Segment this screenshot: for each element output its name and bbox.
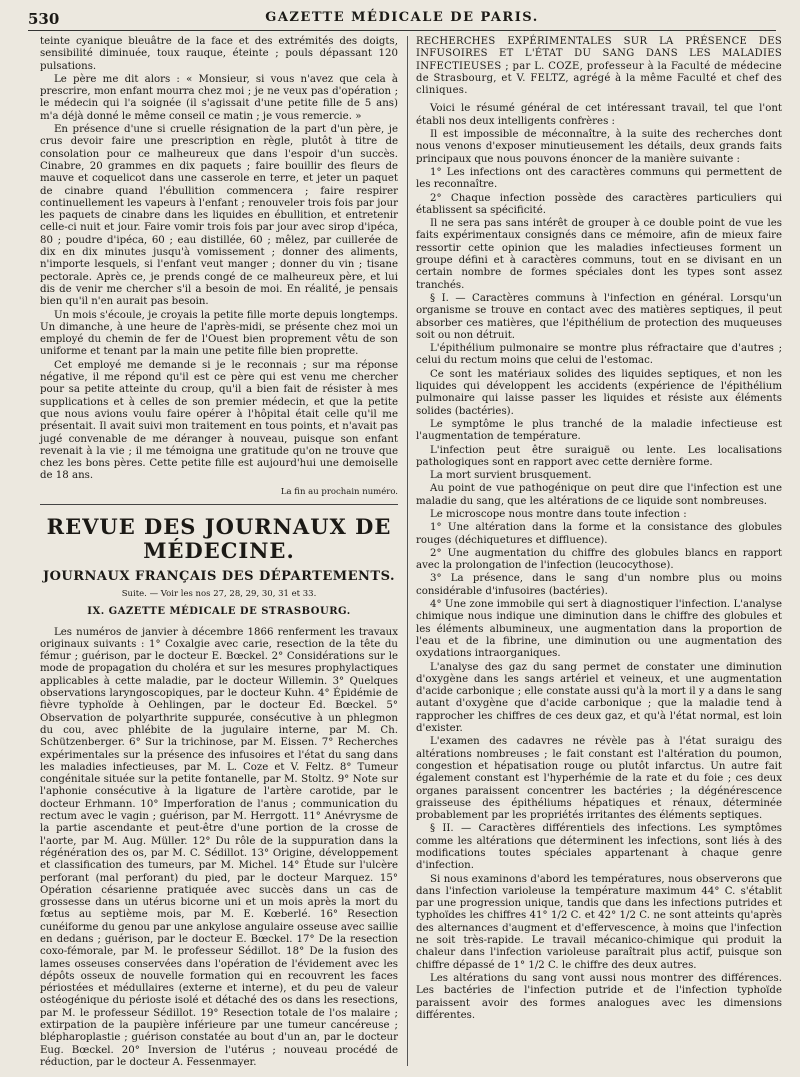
- paragraph: Les numéros de janvier à décembre 1866 renferment les travaux originaux suivants : 1° Coxalgie avec carie, resection de la tête du fémur ; guérison, par le docteur E. Bœckel. 2° Considérations sur le mode de propagation du choléra et sur les mesures prophylactiques applicables à cette maladie, par le docteur Willemin. 3° Quelques observations laryngoscopiques, par le docteur Kuhn. 4° Épidémie de fièvre typhoïde à Oehlingen, par le docteur Ed. Bœckel. 5° Observation de polyarthrite suppurée, consécutive à un phlegmon du cou, avec phlébite de la jugulaire interne, par M. Ch. Schützenberger. 6° Sur la trichinose, par M. Eissen. 7° Recherches expérimentales sur la présence des infusoires et l'état du sang dans les maladies infectieuses, par M. L. Coze et V. Feltz. 8° Tumeur congénitale située sur la petite fontanelle, par M. Stoltz. 9° Note sur l'aphonie consécutive à la ligature de l'artère carotide, par le docteur Erhmann. 10° Imperforation de l'anus ; communication du rectum avec le vagin ; guérison, par M. Herrgott. 11° Anévrysme de la partie ascendante et peut-être d'une portion de la crosse de l'aorte, par M. Aug. Müller. 12° Du rôle de la suppuration dans la régénération des os, par M. C. Sédillot. 13° Origine, développement et classification des tumeurs, par M. Michel. 14° Étude sur l'ulcère perforant (mal perforant) du pied, par le docteur Marquez. 15° Opération césarienne pratiquée avec succès dans un cas de grossesse dans un utérus bicorne uni et un mois après la mort du fœtus au septième mois, par M. E. Kœberlé. 16° Resection cunéiforme du genou par une ankylose angulaire osseuse avec saillie en dedans ; guérison, par le docteur E. Bœckel. 17° De la resection coxo-fémorale, par M. le professeur Sédillot. 18° De la fusion des lames osseuses conservées dans l'opération de l'évidement avec les dépôts osseux de nouvelle formation qui en recouvrent les faces périostées et médullaires (externe et interne), et du peu de valeur ostéogénique du périoste isolé et détaché des os dans les resections, par M. le professeur Sédillot. 19° Resection totale de l'os malaire ; extirpation de la paupière inférieure par une tumeur cancéreuse ; blépharoplastie ; guérison constatée au bout d'un an, par le docteur Eug. Bœckel. 20° Inversion de l'utérus ; nouveau procédé de réduction, par le docteur A. Fessenmayer.: [40, 626, 399, 1068]
- sub-title: JOURNAUX FRANÇAIS DES DÉPARTEMENTS.: [42, 568, 396, 584]
- section-heading: IX. GAZETTE MÉDICALE DE STRASBOURG.: [87, 606, 351, 618]
- journal-title: GAZETTE MÉDICALE DE PARIS.: [265, 10, 539, 25]
- paragraph: § I. — Caractères communs à l'infection en général. Lorsqu'un organisme se trouve en contact avec des matières septiques, il peut absorber ces matières, que l'épithélium de protection des muqueuses soit ou non détruit.: [416, 292, 782, 341]
- paragraph: 4° Une zone immobile qui sert à diagnostiquer l'infection. L'analyse chimique nous indique une diminution dans le chiffre des globules et les éléments albumineux, une augmentation dans la proportion de l'eau et de la fibrine, une diminution ou une augmentation des oxydations intraorganiques.: [416, 599, 782, 660]
- paragraph: Cet employé me demande si je le reconnais ; sur ma réponse négative, il me répond qu'il est ce père qui est venu me chercher pour sa petite atteinte du croup, qu'il a bien fait de résister à mes supplications et à celles de son premier médecin, et que la petite que nous avions voulu faire opérer à l'hôpital était celle qu'il me présentait. Il avait suivi mon traitement en tous points, et n'avait pas jugé convenable de me déranger à nouveau, puisque son enfant revenait à la vie ; il me témoigna une gratitude qu'on ne trouve que chez les bons pères. Cette petite fille est aujourd'hui une demoiselle de 18 ans.: [40, 359, 398, 482]
- paragraph: Le père me dit alors : « Monsieur, si vous n'avez que cela à prescrire, mon enfant mourra chez moi ; je ne veux pas d'opération ; le médecin qui l'a soignée (il s'agissait d'une petite fille de 5 ans) m'a déjà donné le même conseil ce matin ; je vous remercie. »: [40, 73, 398, 122]
- paragraph: Il est impossible de méconnaître, à la suite des recherches dont nous venons d'exposer minutieusement les détails, deux grands faits principaux que nous pouvons énoncer de la manière suivante :: [416, 129, 782, 165]
- section-divider: [40, 504, 398, 505]
- left-column: [40, 36, 398, 1070]
- paragraph: Voici le résumé général de cet intéressant travail, tel que l'ont établi nos deux intelligents confrères :: [416, 103, 782, 127]
- paragraph: teinte cyanique bleuâtre de la face et des extrémités des doigts, sensibilité diminuée, toux rauque, éteinte ; pouls dépassant 120 pulsations.: [40, 36, 398, 72]
- suite-note: Suite. — Voir les nos 27, 28, 29, 30, 31 et 33.: [121, 588, 317, 599]
- paragraph: En présence d'une si cruelle résignation de la part d'un père, je crus devoir faire une prescription en règle, plutôt à titre de consolation pour ce malheureux que dans l'espoir d'un succès. Cinabre, 20 grammes en dix paquets ; faire bouillir des fleurs de mauve et coquelicot dans une casserole en terre, et jeter un paquet de cinabre quand l'ébullition commencera ; faire respirer continuellement les vapeurs à l'enfant ; renouveler trois fois par jour les paquets de cinabre dans les liquides en ébullition, et entretenir celle-ci nuit et jour. Faire vomir trois fois par jour avec sirop d'ipéca, 80 ; poudre d'ipéca, 60 ; eau distillée, 60 ; mêlez, par cuillerée de dix en dix minutes jusqu'à vomissement ; donner des aliments, n'importe lesquels, si l'enfant veut manger ; donner du vin ; tisane pectorale. Après ce, je prends congé de ce malheureux père, et lui dis de venir me chercher s'il a besoin de moi. En réalité, je pensais bien qu'il n'en aurait pas besoin.: [40, 124, 398, 308]
- paragraph: L'infection peut être suraiguë ou lente. Les localisations pathologiques sont en rapport avec cette dernière forme.: [416, 444, 782, 468]
- page-number: 530: [28, 10, 60, 28]
- paragraph: Au point de vue pathogénique on peut dire que l'infection est une maladie du sang, que les altérations de ce liquide sont nombreuses.: [416, 483, 782, 507]
- paragraph: L'examen des cadavres ne révèle pas à l'état suraigu des altérations nombreuses ; le fait constant est l'altération du poumon, congestion et hépatisation rouge ou plutôt infarctus. Un autre fait également constant est l'hyperhémie de la rate et du foie ; ces deux organes paraissent concentrer les bactéries ; la dégénérescence graisseuse des épithéliums hépatiques et rénaux, déterminée probablement par les propriétés irritantes des éléments septiques.: [416, 736, 782, 822]
- column-divider: [407, 36, 408, 1066]
- paragraph: 1° Une altération dans la forme et la consistance des globules rouges (déchiquetures et diffluence).: [416, 522, 782, 546]
- paragraph: Il ne sera pas sans intérêt de grouper à ce double point de vue les faits expérimentaux consignés dans ce mémoire, afin de mieux faire ressortir cette opinion que les maladies infectieuses forment un groupe défini et à caractères communs, tout en se divisant en un certain nombre de formes spéciales dont les types sont assez tranchés.: [416, 218, 782, 291]
- paragraph: Le microscope nous montre dans toute infection :: [430, 508, 687, 520]
- paragraph: Si nous examinons d'abord les températures, nous observerons que dans l'infection varioleuse la température maximum 44° C. s'établit par une progression unique, tandis que dans les infections putrides et typhoïdes les chiffres 41° 1/2 C. et 42° 1/2 C. ne sont atteints qu'après des alternances d'augment et d'effervescence, à moins que l'infection ne soit très-rapide. Le travail mécanico-chimique qui produit la chaleur dans l'infection varioleuse paraîtrait plus actif, puisque son chiffre dépassé de 1° 1/2 C. le chiffre des deux autres.: [416, 873, 782, 971]
- paragraph: Les altérations du sang vont aussi nous montrer des différences. Les bactéries de l'infection putride et de l'infection typhoïde paraissent avoir des formes analogues avec les dimensions différentes.: [416, 972, 782, 1021]
- article-heading: RECHERCHES EXPÉRIMENTALES SUR LA PRÉSENCE DES INFUSOIRES ET L'ÉTAT DU SANG DANS LES MALADIES INFECTIEUSES ; par L. COZE, professeur à la Faculté de médecine de Strasbourg, et V. FELTZ, agrégé à la même Faculté et chef des cliniques.: [416, 36, 782, 97]
- paragraph: 2° Une augmentation du chiffre des globules blancs en rapport avec la prolongation de l'infection (leucocythose).: [416, 547, 782, 572]
- paragraph: § II. — Caractères différentiels des infections. Les symptômes comme les altérations que déterminent les infections, sont liés à des modifications toutes spéciales appartenant à chaque genre d'infection.: [416, 823, 782, 872]
- paragraph: 2° Chaque infection possède des caractères particuliers qui établissent sa spécificité.: [416, 192, 782, 216]
- page-header: [28, 8, 776, 31]
- continued-note: La fin au prochain numéro.: [280, 486, 398, 497]
- paragraph: 3° La présence, dans le sang d'un nombre plus ou moins considérable d'infusoires (bactéries).: [416, 573, 782, 597]
- paragraph: Un mois s'écoule, je croyais la petite fille morte depuis longtemps. Un dimanche, à une heure de l'après-midi, se présente chez moi un employé du chemin de fer de l'Ouest bien proprement vêtu de son uniforme et tenant par la main une petite fille bien proprette.: [40, 309, 398, 358]
- paragraph: Ce sont les matériaux solides des liquides septiques, et non les liquides qui développent les accidents (expérience de l'épithélium pulmonaire qui laisse passer les liquides et résiste aux éléments solides (bactéries).: [416, 368, 782, 417]
- revue-title: REVUE DES JOURNAUX DE MÉDECINE.: [46, 513, 392, 563]
- paragraph: La mort survient brusquement.: [430, 470, 592, 482]
- paragraph: L'épithélium pulmonaire se montre plus réfractaire que d'autres ; celui du rectum moins que celui de l'estomac.: [416, 343, 782, 367]
- paragraph: L'analyse des gaz du sang permet de constater une diminution d'oxygène dans les sangs artériel et veineux, et une augmentation d'acide carbonique ; elle constate aussi qu'à la mort il y a dans le sang autant d'oxygène que d'acide carbonique ; que la maladie tend à rapprocher les chiffres de ces deux gaz, et qu'à l'état normal, est loin d'exister.: [416, 661, 782, 735]
- right-column: [416, 36, 782, 1023]
- paragraph: 1° Les infections ont des caractères communs qui permettent de les reconnaître.: [416, 166, 782, 191]
- paragraph: Le symptôme le plus tranché de la maladie infectieuse est l'augmentation de température.: [416, 418, 782, 443]
